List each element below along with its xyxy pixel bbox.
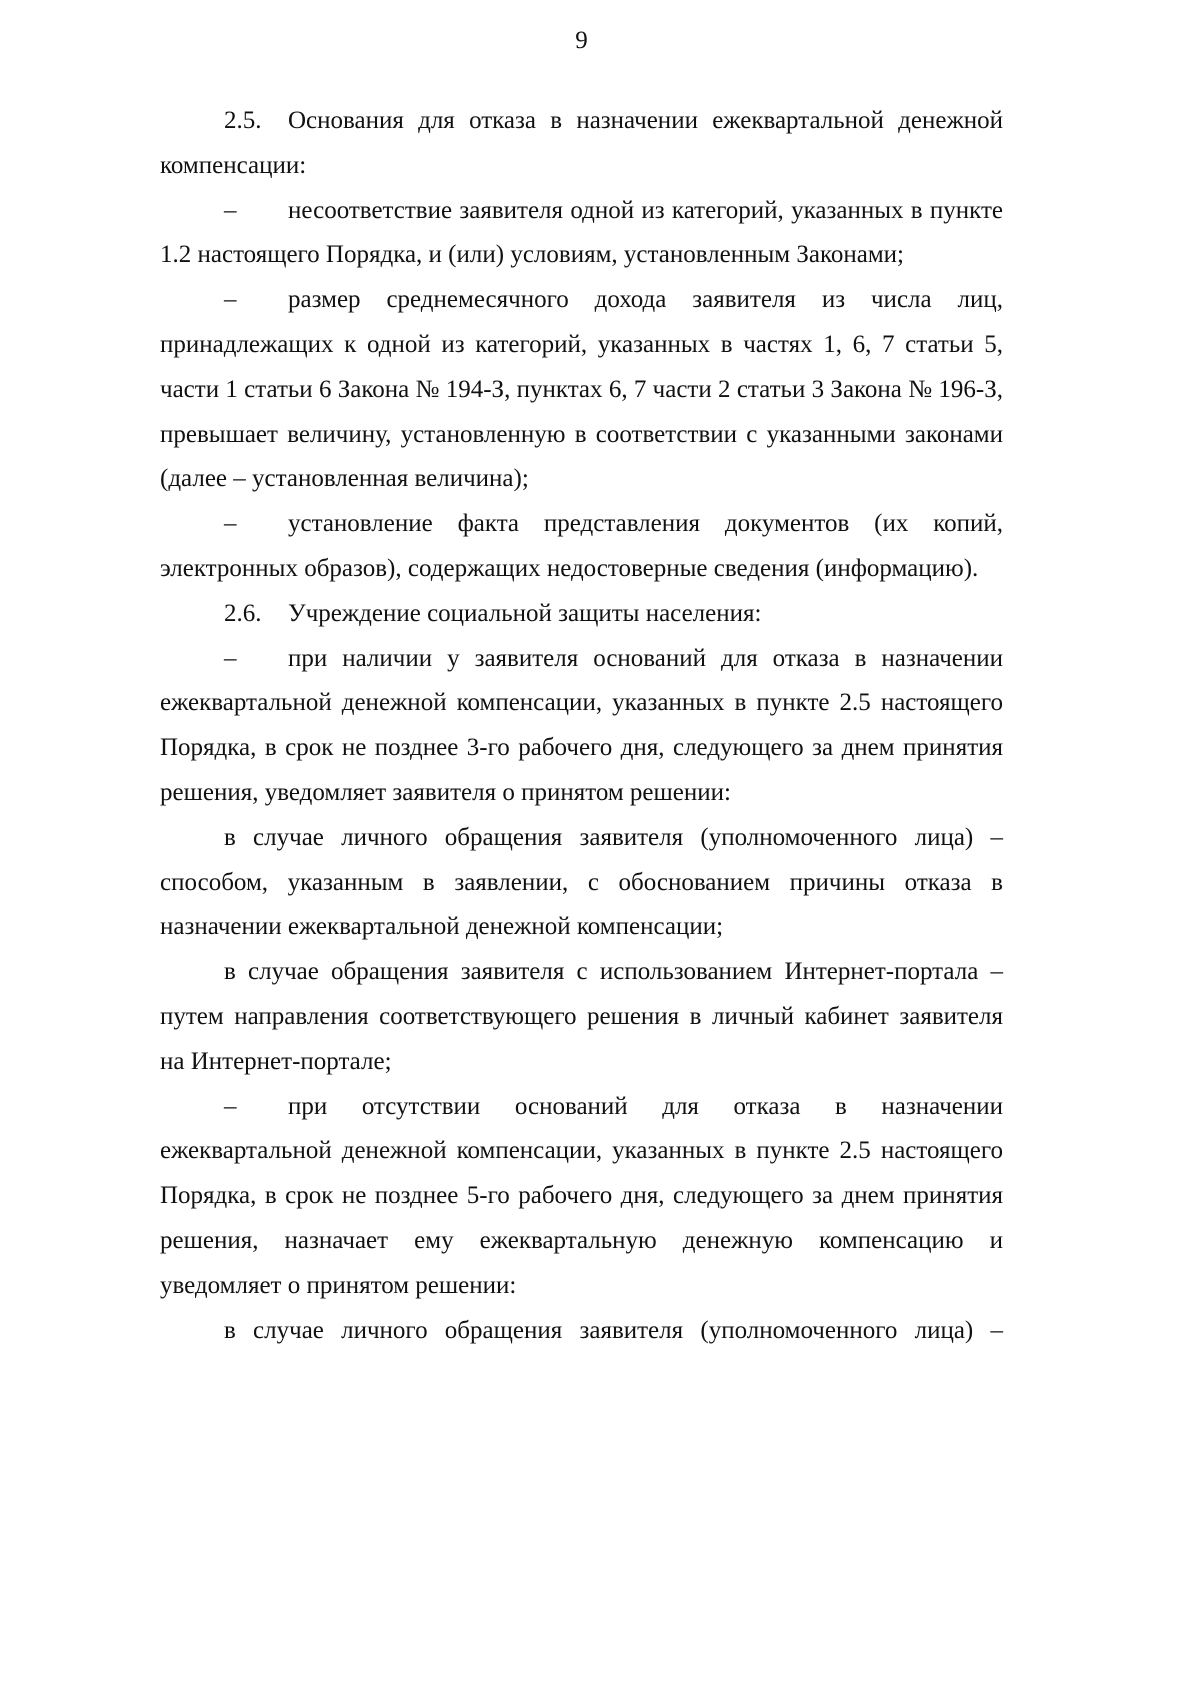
section-number: 2.5. bbox=[224, 107, 262, 134]
dash-marker: – bbox=[224, 196, 237, 224]
paragraph-text: при отсутствии оснований для отказа в назначении ежеквартальной денежной компенсации, указанных в пункте 2.5 настоящего Порядка, в срок не позднее 5-го рабочего дня, следующего за днем принятия решения, назначает ему ежеквартальную денежную компенсацию и уведомляет о принятом решении: bbox=[160, 1092, 1003, 1299]
paragraph-text: установление факта представления документов (их копий, электронных образов), содержащих недостоверные сведения (информацию). bbox=[160, 510, 1003, 582]
paragraph-text: несоответствие заявителя одной из категорий, указанных в пункте 1.2 настоящего Порядка, и (или) условиям, установленным Законами; bbox=[160, 196, 1003, 269]
dash-marker: – bbox=[224, 1092, 237, 1120]
paragraph-text: размер среднемесячного дохода заявителя из числа лиц, принадлежащих к одной из категорий, указанных в частях 1, 6, 7 статьи 5, части 1 статьи 6 Закона № 194-З, пунктах 6, 7 части 2 статьи 3 Закона № 196-З, превышает величину, установленную в соответствии с указанными законами (далее – установленная величина); bbox=[160, 286, 1003, 493]
paragraph: в случае личного обращения заявителя (уполномоченного лица) – способом, указанным в заявлении, с обоснованием причины отказа в назначении ежеквартальной денежной компенсации; bbox=[160, 823, 1003, 941]
document-body bbox=[160, 99, 1003, 1353]
dash-marker: – bbox=[224, 510, 237, 538]
dash-marker: – bbox=[224, 286, 237, 314]
paragraph-text: Основания для отказа в назначении ежеквартальной денежной компенсации: bbox=[160, 107, 1003, 179]
list-item bbox=[160, 502, 1003, 592]
paragraph: в случае личного обращения заявителя (уполномоченного лица) – bbox=[224, 1316, 1003, 1344]
dash-marker: – bbox=[224, 644, 237, 672]
list-item bbox=[160, 1085, 1003, 1309]
paragraph-2-5 bbox=[160, 99, 1003, 189]
list-item bbox=[160, 189, 1003, 279]
page-number: 9 bbox=[575, 27, 588, 54]
paragraph: в случае обращения заявителя с использованием Интернет-портала – путем направления соответствующего решения в личный кабинет заявителя на Интернет-портале; bbox=[160, 958, 1003, 1075]
list-item bbox=[160, 278, 1003, 502]
paragraph-text: при наличии у заявителя оснований для отказа в назначении ежеквартальной денежной компенсации, указанных в пункте 2.5 настоящего Порядка, в срок не позднее 3-го рабочего дня, следующего за днем принятия решения, уведомляет заявителя о принятом решении: bbox=[160, 644, 1003, 806]
section-number: 2.6. bbox=[224, 599, 262, 627]
list-item bbox=[160, 637, 1003, 816]
paragraph-text: Учреждение социальной защиты населения: bbox=[288, 599, 762, 627]
paragraph-2-6 bbox=[160, 592, 1003, 637]
